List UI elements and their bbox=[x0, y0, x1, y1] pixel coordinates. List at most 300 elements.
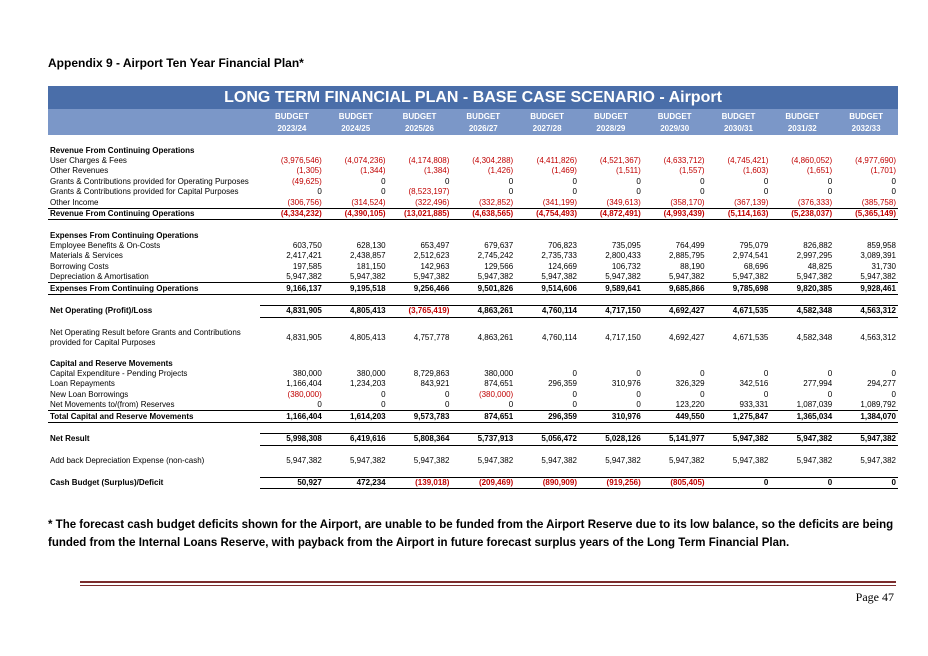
table-row bbox=[48, 187, 898, 197]
row-label: Net Movements to/(from) Reserves bbox=[50, 400, 175, 410]
value-cell: 0 bbox=[763, 176, 769, 186]
value-cell: 603,750 bbox=[292, 241, 322, 251]
value-cell: 0 bbox=[827, 369, 833, 378]
value-cell: 123,220 bbox=[675, 400, 705, 410]
value-cell: 4,760,114 bbox=[515, 306, 579, 317]
empty-cell bbox=[643, 358, 707, 368]
value-cell: (4,745,421) bbox=[727, 155, 769, 165]
value-cell: 4,563,312 bbox=[860, 333, 896, 343]
value-cell: 5,947,382 bbox=[732, 272, 769, 282]
value-cell: 4,831,905 bbox=[260, 306, 324, 317]
value-cell: 0 bbox=[891, 176, 896, 186]
table-row bbox=[48, 369, 898, 379]
table-row bbox=[48, 306, 898, 317]
empty-cell bbox=[324, 358, 388, 368]
value-cell: 5,947,382 bbox=[350, 272, 386, 282]
value-cell: 2,974,541 bbox=[732, 251, 769, 261]
spacer-row bbox=[48, 466, 898, 477]
row-label: Expenses From Continuing Operations bbox=[48, 283, 260, 294]
value-cell: 0 bbox=[572, 176, 577, 186]
value-cell: 4,760,114 bbox=[541, 333, 577, 343]
row-label: Other Revenues bbox=[50, 166, 109, 176]
value-cell: 6,419,616 bbox=[324, 434, 388, 445]
value-cell: (5,238,037) bbox=[770, 208, 834, 219]
header-year: 2027/28 bbox=[515, 123, 579, 135]
row-label: Revenue From Continuing Operations bbox=[48, 208, 260, 219]
header-budget-label: BUDGET bbox=[707, 109, 771, 123]
value-cell: 106,732 bbox=[611, 261, 641, 271]
value-cell: 0 bbox=[891, 389, 896, 399]
value-cell: 706,823 bbox=[548, 241, 577, 251]
value-cell: 0 bbox=[317, 400, 322, 410]
row-label: Borrowing Costs bbox=[50, 261, 109, 271]
value-cell: 5,947,382 bbox=[477, 456, 514, 466]
header-budget-label: BUDGET bbox=[515, 109, 579, 123]
value-cell: 5,947,382 bbox=[605, 272, 641, 282]
value-cell: (380,000) bbox=[478, 389, 514, 399]
value-cell: 0 bbox=[572, 187, 577, 197]
row-label: Materials & Services bbox=[50, 251, 123, 261]
value-cell: (4,390,105) bbox=[324, 208, 388, 219]
value-cell: (380,000) bbox=[287, 389, 322, 399]
empty-cell bbox=[834, 145, 898, 155]
value-cell: 9,166,137 bbox=[260, 283, 324, 294]
value-cell: 0 bbox=[707, 477, 771, 488]
empty-cell bbox=[707, 231, 771, 241]
row-label: Net Operating Result before Grants and Contributions provided for Capital Purposes bbox=[50, 328, 241, 348]
header-budget-label: BUDGET bbox=[388, 109, 452, 123]
value-cell: 5,947,382 bbox=[541, 272, 577, 282]
table-row bbox=[48, 272, 898, 283]
value-cell: (367,139) bbox=[734, 197, 769, 207]
value-cell: 380,000 bbox=[484, 369, 514, 378]
value-cell: 735,095 bbox=[611, 241, 641, 251]
empty-cell bbox=[643, 231, 707, 241]
empty-cell bbox=[260, 231, 324, 241]
value-cell: 859,958 bbox=[867, 241, 896, 251]
footnote: * The forecast cash budget deficits shown for the Airport, are unable to be funded from the Airport Reserve due to its low balance, so the deficits are being funded from the Internal Loans Reserve, with payback from the Airport in future forecast surplus years of the Long Term Financial Plan. bbox=[48, 519, 894, 549]
value-cell: 142,963 bbox=[420, 261, 450, 271]
header-year: 2026/27 bbox=[451, 123, 515, 135]
table-row bbox=[48, 197, 898, 208]
spacer-row bbox=[48, 422, 898, 433]
empty-cell bbox=[388, 145, 452, 155]
empty-cell bbox=[388, 358, 452, 368]
value-cell: 5,947,382 bbox=[834, 434, 898, 445]
empty-cell bbox=[515, 145, 579, 155]
empty-cell bbox=[579, 145, 643, 155]
value-cell: 1,365,034 bbox=[770, 411, 834, 422]
value-cell: 4,863,261 bbox=[451, 306, 515, 317]
value-cell: 9,589,641 bbox=[579, 283, 643, 294]
table-row bbox=[48, 328, 898, 348]
footer-rule-thin bbox=[80, 585, 896, 586]
table-row bbox=[48, 411, 898, 422]
header-budget-label: BUDGET bbox=[770, 109, 834, 123]
value-cell: 4,805,413 bbox=[324, 306, 388, 317]
value-cell: (4,174,808) bbox=[408, 155, 450, 165]
spacer-row bbox=[48, 317, 898, 328]
value-cell: 0 bbox=[636, 187, 641, 197]
value-cell: 181,150 bbox=[356, 261, 386, 271]
table-row bbox=[48, 241, 898, 251]
value-cell: 68,696 bbox=[743, 261, 769, 271]
header-budget-label: BUDGET bbox=[579, 109, 643, 123]
value-cell: 296,359 bbox=[548, 379, 577, 389]
header-blank bbox=[48, 109, 260, 123]
value-cell: (4,638,565) bbox=[451, 208, 515, 219]
value-cell: 1,166,404 bbox=[286, 379, 322, 389]
value-cell: 764,499 bbox=[675, 241, 705, 251]
table-row bbox=[48, 477, 898, 488]
empty-cell bbox=[451, 145, 515, 155]
value-cell: (322,496) bbox=[415, 197, 450, 207]
value-cell: 277,994 bbox=[803, 379, 833, 389]
value-cell: 5,947,382 bbox=[477, 272, 514, 282]
value-cell: 4,805,413 bbox=[350, 333, 386, 343]
value-cell: 0 bbox=[636, 389, 641, 399]
value-cell: 0 bbox=[827, 187, 833, 197]
header-year: 2028/29 bbox=[579, 123, 643, 135]
value-cell: (4,754,493) bbox=[515, 208, 579, 219]
value-cell: (890,909) bbox=[515, 477, 579, 488]
value-cell: 5,947,382 bbox=[541, 456, 577, 466]
header-budget-label: BUDGET bbox=[834, 109, 898, 123]
table-row bbox=[48, 208, 898, 219]
value-cell: 50,927 bbox=[260, 477, 324, 488]
spacer-cell bbox=[48, 466, 898, 477]
value-cell: (1,511) bbox=[616, 166, 641, 176]
value-cell: 380,000 bbox=[356, 369, 386, 378]
empty-cell bbox=[707, 145, 771, 155]
value-cell: 2,417,421 bbox=[286, 251, 322, 261]
value-cell: 2,997,295 bbox=[796, 251, 833, 261]
value-cell: (139,018) bbox=[388, 477, 452, 488]
value-cell: 933,331 bbox=[739, 400, 769, 410]
row-label: Capital Expenditure - Pending Projects bbox=[50, 369, 188, 378]
value-cell: 4,717,150 bbox=[605, 333, 641, 343]
value-cell: (209,469) bbox=[451, 477, 515, 488]
table-body bbox=[48, 135, 898, 489]
header-year: 2025/26 bbox=[388, 123, 452, 135]
value-cell: (1,603) bbox=[743, 166, 769, 176]
value-cell: (349,613) bbox=[606, 197, 641, 207]
value-cell: 5,808,364 bbox=[388, 434, 452, 445]
value-cell: (5,114,163) bbox=[707, 208, 771, 219]
financial-plan-table-container bbox=[48, 86, 898, 489]
value-cell: 1,614,203 bbox=[324, 411, 388, 422]
value-cell: 843,921 bbox=[420, 379, 450, 389]
value-cell: (358,170) bbox=[670, 197, 705, 207]
row-label: Depreciation & Amortisation bbox=[50, 272, 149, 282]
footer-rule-thick bbox=[80, 581, 896, 583]
row-label: Net Operating (Profit)/Loss bbox=[50, 306, 153, 316]
value-cell: (1,557) bbox=[679, 166, 705, 176]
header-budget-label: BUDGET bbox=[324, 109, 388, 123]
value-cell: 0 bbox=[891, 369, 896, 378]
value-cell: 5,947,382 bbox=[796, 272, 833, 282]
value-cell: 1,384,070 bbox=[834, 411, 898, 422]
value-cell: 2,885,795 bbox=[668, 251, 705, 261]
value-cell: 0 bbox=[636, 369, 641, 378]
value-cell: 0 bbox=[572, 389, 577, 399]
value-cell: 310,976 bbox=[611, 379, 641, 389]
header-year: 2024/25 bbox=[324, 123, 388, 135]
table-row bbox=[48, 400, 898, 411]
value-cell: 449,550 bbox=[643, 411, 707, 422]
spacer-cell bbox=[48, 220, 898, 231]
value-cell: 326,329 bbox=[675, 379, 705, 389]
value-cell: (4,993,439) bbox=[643, 208, 707, 219]
value-cell: 0 bbox=[770, 477, 834, 488]
value-cell: 129,566 bbox=[484, 261, 514, 271]
value-cell: 31,730 bbox=[871, 261, 896, 271]
value-cell: 2,438,857 bbox=[350, 251, 386, 261]
empty-cell bbox=[834, 231, 898, 241]
empty-cell bbox=[451, 231, 515, 241]
value-cell: 5,947,382 bbox=[732, 456, 769, 466]
value-cell: (4,411,826) bbox=[536, 155, 577, 165]
empty-cell bbox=[451, 358, 515, 368]
value-cell: 9,685,866 bbox=[643, 283, 707, 294]
value-cell: 5,947,382 bbox=[796, 456, 833, 466]
value-cell: 4,692,427 bbox=[643, 306, 707, 317]
spacer-cell bbox=[48, 317, 898, 328]
value-cell: (13,021,885) bbox=[388, 208, 452, 219]
header-year: 2030/31 bbox=[707, 123, 771, 135]
value-cell: (4,860,052) bbox=[791, 155, 833, 165]
row-label: Net Result bbox=[50, 434, 90, 444]
empty-cell bbox=[770, 231, 834, 241]
value-cell: 4,582,348 bbox=[770, 306, 834, 317]
empty-cell bbox=[579, 358, 643, 368]
row-label: Employee Benefits & On-Costs bbox=[50, 241, 161, 251]
value-cell: (376,333) bbox=[797, 197, 833, 207]
value-cell: (3,765,419) bbox=[388, 306, 452, 317]
value-cell: 2,800,433 bbox=[605, 251, 641, 261]
value-cell: 9,785,698 bbox=[707, 283, 771, 294]
value-cell: 0 bbox=[763, 389, 769, 399]
value-cell: 1,275,847 bbox=[707, 411, 771, 422]
value-cell: 0 bbox=[508, 187, 514, 197]
value-cell: (4,304,288) bbox=[472, 155, 514, 165]
value-cell: (1,651) bbox=[806, 166, 833, 176]
value-cell: 9,256,466 bbox=[388, 283, 452, 294]
value-cell: 0 bbox=[444, 176, 450, 186]
value-cell: (3,976,546) bbox=[280, 155, 322, 165]
header-budget-label: BUDGET bbox=[260, 109, 324, 123]
header-year: 2023/24 bbox=[260, 123, 324, 135]
value-cell: 0 bbox=[381, 389, 386, 399]
value-cell: 5,947,382 bbox=[770, 434, 834, 445]
header-row-budget bbox=[48, 109, 898, 123]
empty-cell bbox=[643, 145, 707, 155]
value-cell: (4,521,367) bbox=[599, 155, 641, 165]
section-header-row bbox=[48, 145, 898, 155]
value-cell: 5,998,308 bbox=[260, 434, 324, 445]
value-cell: (1,305) bbox=[296, 166, 322, 176]
value-cell: 3,089,391 bbox=[860, 251, 896, 261]
empty-cell bbox=[834, 358, 898, 368]
value-cell: 4,863,261 bbox=[477, 333, 514, 343]
value-cell: 294,277 bbox=[867, 379, 896, 389]
value-cell: 2,735,733 bbox=[541, 251, 577, 261]
value-cell: 296,359 bbox=[515, 411, 579, 422]
value-cell: 9,573,783 bbox=[388, 411, 452, 422]
spacer-cell bbox=[48, 294, 898, 305]
value-cell: 0 bbox=[317, 187, 322, 197]
value-cell: 0 bbox=[572, 400, 577, 410]
value-cell: 0 bbox=[700, 176, 705, 186]
table-row bbox=[48, 166, 898, 176]
value-cell: 826,882 bbox=[803, 241, 833, 251]
page-number: Page 47 bbox=[855, 590, 894, 604]
value-cell: 874,651 bbox=[451, 411, 515, 422]
value-cell: 310,976 bbox=[579, 411, 643, 422]
header-blank bbox=[48, 123, 260, 135]
value-cell: (341,199) bbox=[542, 197, 577, 207]
value-cell: 0 bbox=[700, 369, 705, 378]
value-cell: 5,737,913 bbox=[451, 434, 515, 445]
table-row bbox=[48, 456, 898, 466]
spacer-row bbox=[48, 220, 898, 231]
value-cell: (5,365,149) bbox=[834, 208, 898, 219]
table-row bbox=[48, 283, 898, 294]
spacer-cell bbox=[48, 445, 898, 456]
value-cell: 5,947,382 bbox=[668, 456, 705, 466]
value-cell: 0 bbox=[381, 400, 386, 410]
value-cell: 0 bbox=[834, 477, 898, 488]
row-label: Other Income bbox=[50, 197, 99, 207]
value-cell: 0 bbox=[763, 187, 769, 197]
header-year: 2031/32 bbox=[770, 123, 834, 135]
spacer-cell bbox=[48, 348, 898, 358]
value-cell: 5,056,472 bbox=[515, 434, 579, 445]
row-label: Total Capital and Reserve Movements bbox=[48, 411, 260, 422]
value-cell: 0 bbox=[700, 187, 705, 197]
value-cell: (49,625) bbox=[292, 176, 322, 186]
value-cell: (1,344) bbox=[360, 166, 386, 176]
value-cell: 2,745,242 bbox=[477, 251, 514, 261]
section-header-row bbox=[48, 231, 898, 241]
empty-cell bbox=[260, 358, 324, 368]
value-cell: 472,234 bbox=[324, 477, 388, 488]
value-cell: 4,717,150 bbox=[579, 306, 643, 317]
value-cell: 0 bbox=[381, 176, 386, 186]
spacer-row bbox=[48, 135, 898, 145]
value-cell: 0 bbox=[381, 187, 386, 197]
value-cell: (1,701) bbox=[870, 166, 896, 176]
value-cell: 1,089,792 bbox=[860, 400, 896, 410]
value-cell: 0 bbox=[636, 176, 641, 186]
value-cell: (1,384) bbox=[424, 166, 450, 176]
row-label: Revenue From Continuing Operations bbox=[50, 145, 195, 155]
value-cell: (332,852) bbox=[478, 197, 514, 207]
empty-cell bbox=[770, 145, 834, 155]
value-cell: 0 bbox=[891, 187, 896, 197]
value-cell: 0 bbox=[827, 389, 833, 399]
row-label: Add back Depreciation Expense (non-cash) bbox=[50, 456, 205, 466]
value-cell: 88,190 bbox=[680, 261, 705, 271]
value-cell: 5,947,382 bbox=[605, 456, 641, 466]
header-row-years bbox=[48, 123, 898, 135]
value-cell: 679,637 bbox=[484, 241, 514, 251]
value-cell: 9,195,518 bbox=[324, 283, 388, 294]
value-cell: 5,947,382 bbox=[350, 456, 386, 466]
value-cell: 342,516 bbox=[739, 379, 769, 389]
value-cell: 0 bbox=[827, 176, 833, 186]
value-cell: 628,130 bbox=[356, 241, 386, 251]
financial-plan-table bbox=[48, 109, 898, 489]
value-cell: 1,087,039 bbox=[796, 400, 833, 410]
spacer-row bbox=[48, 294, 898, 305]
value-cell: 5,947,382 bbox=[286, 272, 322, 282]
table-row bbox=[48, 434, 898, 445]
value-cell: 4,831,905 bbox=[286, 333, 322, 343]
value-cell: 1,234,203 bbox=[350, 379, 386, 389]
header-budget-label: BUDGET bbox=[643, 109, 707, 123]
header-year: 2032/33 bbox=[834, 123, 898, 135]
value-cell: 0 bbox=[572, 369, 577, 378]
value-cell: 2,512,623 bbox=[413, 251, 450, 261]
value-cell: (4,334,232) bbox=[260, 208, 324, 219]
value-cell: 5,947,382 bbox=[668, 272, 705, 282]
empty-cell bbox=[260, 145, 324, 155]
empty-cell bbox=[388, 231, 452, 241]
value-cell: (1,426) bbox=[487, 166, 514, 176]
header-budget-label: BUDGET bbox=[451, 109, 515, 123]
value-cell: 5,028,126 bbox=[579, 434, 643, 445]
value-cell: 4,671,535 bbox=[707, 306, 771, 317]
row-label: User Charges & Fees bbox=[50, 155, 127, 165]
value-cell: 0 bbox=[444, 389, 450, 399]
table-row bbox=[48, 251, 898, 261]
value-cell: (8,523,197) bbox=[408, 187, 450, 197]
value-cell: 9,928,461 bbox=[834, 283, 898, 294]
row-label: Cash Budget (Surplus)/Deficit bbox=[50, 477, 164, 487]
value-cell: 380,000 bbox=[292, 369, 322, 378]
value-cell: 8,729,863 bbox=[413, 369, 450, 378]
value-cell: 5,947,382 bbox=[413, 272, 450, 282]
value-cell: 9,820,385 bbox=[770, 283, 834, 294]
value-cell: 4,671,535 bbox=[732, 333, 769, 343]
value-cell: 124,669 bbox=[548, 261, 577, 271]
value-cell: 197,585 bbox=[292, 261, 322, 271]
value-cell: 4,582,348 bbox=[796, 333, 833, 343]
table-row bbox=[48, 156, 898, 166]
row-label: Loan Repayments bbox=[50, 379, 115, 389]
spacer-cell bbox=[48, 422, 898, 433]
value-cell: 874,651 bbox=[484, 379, 514, 389]
value-cell: (4,633,712) bbox=[663, 155, 705, 165]
value-cell: 0 bbox=[700, 389, 705, 399]
value-cell: 4,757,778 bbox=[413, 333, 450, 343]
value-cell: 9,514,606 bbox=[515, 283, 579, 294]
row-label: Grants & Contributions provided for Capital Purposes bbox=[50, 187, 239, 197]
value-cell: (4,977,690) bbox=[855, 155, 896, 165]
row-label: Expenses From Continuing Operations bbox=[50, 230, 199, 240]
value-cell: (306,756) bbox=[287, 197, 322, 207]
row-label: New Loan Borrowings bbox=[50, 389, 129, 399]
value-cell: 795,079 bbox=[739, 241, 769, 251]
empty-cell bbox=[324, 145, 388, 155]
value-cell: (4,074,236) bbox=[344, 155, 386, 165]
value-cell: 5,947,382 bbox=[413, 456, 450, 466]
empty-cell bbox=[770, 358, 834, 368]
table-row bbox=[48, 177, 898, 187]
value-cell: 0 bbox=[444, 400, 450, 410]
value-cell: (919,256) bbox=[579, 477, 643, 488]
